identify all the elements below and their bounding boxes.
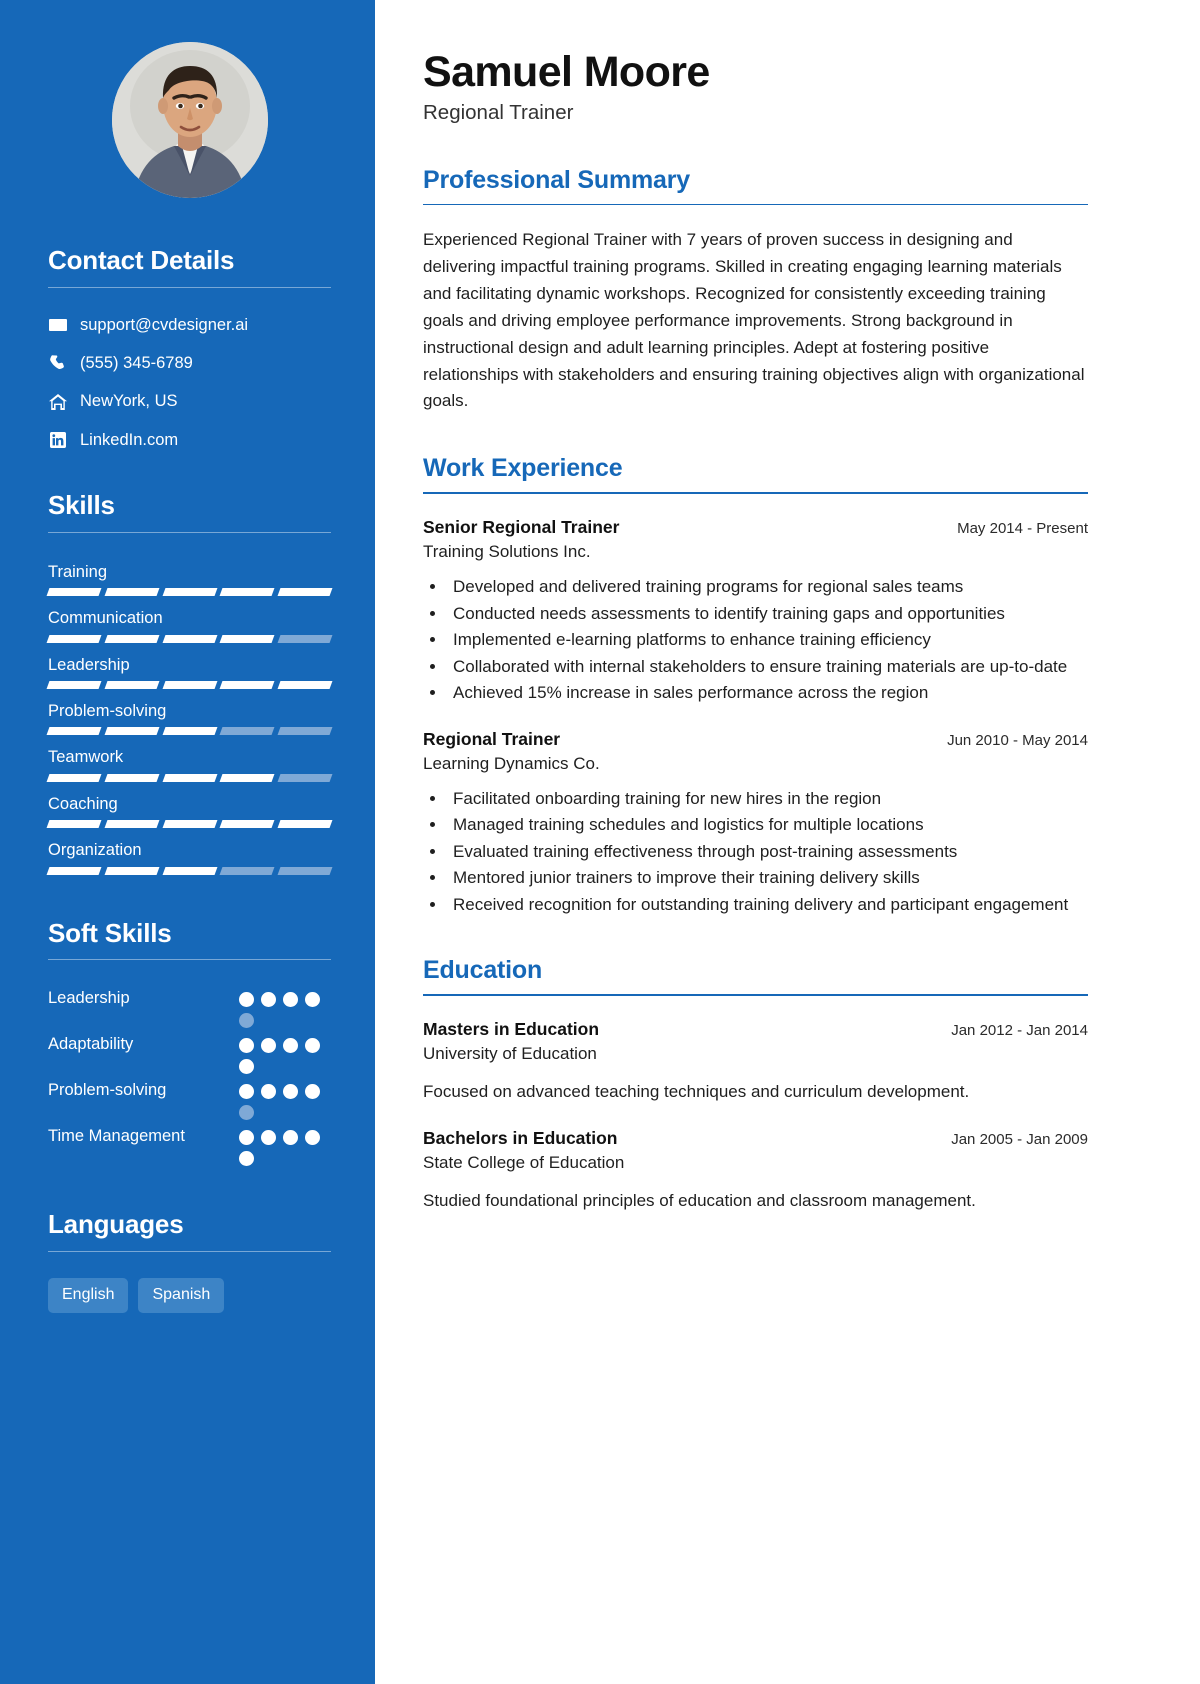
soft-skill-dot bbox=[305, 1038, 320, 1053]
skill-segment bbox=[162, 635, 217, 643]
skill-segment bbox=[104, 588, 159, 596]
contact-value-email: support@cvdesigner.ai bbox=[80, 315, 249, 334]
education-section bbox=[423, 955, 1088, 1213]
skill-segment bbox=[47, 867, 102, 875]
skill-segment bbox=[47, 820, 102, 828]
skill-segment bbox=[47, 635, 102, 643]
work-entry-bullet: • Achieved 15% increase in sales performance across the region bbox=[447, 680, 1088, 706]
skill-bar bbox=[48, 681, 331, 689]
education-entry bbox=[423, 1018, 1088, 1105]
avatar bbox=[112, 42, 268, 198]
professional-summary-divider bbox=[423, 204, 1088, 206]
skill-row bbox=[48, 791, 331, 828]
skill-segment bbox=[104, 635, 159, 643]
skill-segment bbox=[47, 681, 102, 689]
work-entry-bullet: • Facilitated onboarding training for new hires in the region bbox=[447, 786, 1088, 812]
soft-skill-label: Leadership bbox=[48, 989, 130, 1008]
skill-segment bbox=[220, 681, 275, 689]
contact-item-email[interactable] bbox=[48, 314, 331, 336]
soft-skill-row bbox=[48, 1078, 331, 1120]
contact-heading: Contact Details bbox=[48, 245, 235, 275]
skill-bar bbox=[48, 867, 331, 875]
soft-skill-dot bbox=[261, 1038, 276, 1053]
skill-segment bbox=[278, 820, 333, 828]
education-heading: Education bbox=[423, 956, 543, 985]
job-title: Regional Trainer bbox=[423, 101, 574, 125]
skills-section bbox=[48, 491, 331, 875]
soft-skill-dot bbox=[239, 1105, 254, 1120]
main-content bbox=[375, 0, 1200, 1684]
soft-skills-section bbox=[48, 919, 331, 1167]
work-entry-bullets bbox=[447, 786, 1088, 918]
skill-segment bbox=[220, 820, 275, 828]
skill-segment bbox=[220, 635, 275, 643]
soft-skill-dots bbox=[239, 1124, 331, 1166]
skill-label: Communication bbox=[48, 609, 163, 628]
skill-segment bbox=[278, 867, 333, 875]
education-entry-date: Jan 2012 - Jan 2014 bbox=[951, 1021, 1088, 1039]
soft-skill-dot bbox=[261, 1130, 276, 1145]
skill-segment bbox=[278, 774, 333, 782]
skill-segment bbox=[104, 681, 159, 689]
soft-skill-dot bbox=[305, 1130, 320, 1145]
skill-bar bbox=[48, 820, 331, 828]
skill-label: Leadership bbox=[48, 655, 130, 674]
languages-divider bbox=[48, 1251, 331, 1252]
soft-skill-dot bbox=[239, 992, 254, 1007]
work-entry-org: Learning Dynamics Co. bbox=[423, 754, 600, 774]
skill-segment bbox=[47, 774, 102, 782]
skill-label: Coaching bbox=[48, 794, 118, 813]
contact-value-linkedin: LinkedIn.com bbox=[80, 430, 179, 449]
work-entry-list bbox=[423, 516, 1088, 918]
education-entry-description: Focused on advanced teaching techniques and curriculum development. bbox=[423, 1082, 970, 1102]
skill-bar bbox=[48, 588, 331, 596]
skill-segment bbox=[278, 588, 333, 596]
soft-skills-heading: Soft Skills bbox=[48, 917, 172, 948]
skills-list bbox=[48, 559, 331, 875]
work-entry-bullet: • Collaborated with internal stakeholders to ensure training materials are up-to-date bbox=[447, 654, 1088, 680]
skill-segment bbox=[47, 588, 102, 596]
page-title: Samuel Moore bbox=[423, 48, 710, 96]
soft-skill-dot bbox=[239, 1084, 254, 1099]
soft-skill-dot bbox=[283, 1084, 298, 1099]
contact-section bbox=[48, 246, 331, 451]
soft-skill-dot bbox=[239, 1151, 254, 1166]
professional-summary-heading: Professional Summary bbox=[423, 165, 690, 194]
skills-heading: Skills bbox=[48, 489, 115, 520]
skill-row bbox=[48, 559, 331, 596]
skill-segment bbox=[104, 867, 159, 875]
linkedin-icon bbox=[48, 432, 67, 448]
skill-row bbox=[48, 744, 331, 781]
skill-segment bbox=[162, 588, 217, 596]
skill-row bbox=[48, 652, 331, 689]
language-pill-list bbox=[48, 1278, 331, 1312]
education-entry-degree: Masters in Education bbox=[423, 1018, 600, 1039]
work-experience-divider bbox=[423, 492, 1088, 494]
work-entry-date: Jun 2010 - May 2014 bbox=[947, 731, 1088, 749]
skill-bar bbox=[48, 635, 331, 643]
education-entry-header bbox=[423, 1018, 1088, 1042]
soft-skill-dot bbox=[283, 992, 298, 1007]
skill-label: Training bbox=[48, 562, 107, 581]
work-entry-org: Training Solutions Inc. bbox=[423, 542, 591, 562]
skill-label: Teamwork bbox=[48, 748, 124, 767]
professional-summary-text: Experienced Regional Trainer with 7 years of proven success in designing and delivering impactful training programs. Skilled in creating engaging learning materials and facilitating dynamic workshops. Recognized for consistently exceeding training goals and driving employee performance improvements. Strong background in instructional design and adult learning principles. Adept at fostering positive relationships with stakeholders and ensuring training objectives align with organizational goals. bbox=[423, 230, 1085, 411]
contact-item-location[interactable] bbox=[48, 390, 331, 412]
soft-skills-divider bbox=[48, 959, 331, 960]
soft-skill-row bbox=[48, 1124, 331, 1166]
skill-segment bbox=[162, 727, 217, 735]
skill-row bbox=[48, 837, 331, 874]
professional-summary-section bbox=[423, 165, 1088, 416]
soft-skill-dot bbox=[239, 1130, 254, 1145]
soft-skill-dot bbox=[261, 1084, 276, 1099]
soft-skill-label: Time Management bbox=[48, 1127, 185, 1146]
work-entry-role: Regional Trainer bbox=[423, 728, 561, 749]
work-entry bbox=[423, 516, 1088, 706]
work-entry-header bbox=[423, 516, 1088, 540]
languages-section bbox=[48, 1210, 331, 1312]
work-entry-bullet: • Evaluated training effectiveness through post-training assessments bbox=[447, 839, 1088, 865]
skills-divider bbox=[48, 532, 331, 533]
work-entry-bullet: • Managed training schedules and logistics for multiple locations bbox=[447, 812, 1088, 838]
education-entry bbox=[423, 1127, 1088, 1214]
skill-segment bbox=[278, 681, 333, 689]
work-entry-bullet: • Conducted needs assessments to identify training gaps and opportunities bbox=[447, 601, 1088, 627]
contact-item-phone[interactable] bbox=[48, 352, 331, 374]
skill-segment bbox=[162, 681, 217, 689]
sidebar bbox=[0, 0, 375, 1684]
work-entry-bullet: • Implemented e-learning platforms to enhance training efficiency bbox=[447, 627, 1088, 653]
soft-skill-row bbox=[48, 1032, 331, 1074]
skill-bar bbox=[48, 774, 331, 782]
skill-segment bbox=[104, 820, 159, 828]
work-entry-bullet: • Developed and delivered training programs for regional sales teams bbox=[447, 574, 1088, 600]
soft-skill-dots bbox=[239, 1032, 331, 1074]
skill-segment bbox=[162, 820, 217, 828]
work-experience-section bbox=[423, 453, 1088, 917]
language-pill: English bbox=[48, 1278, 128, 1312]
skill-bar bbox=[48, 727, 331, 735]
skill-segment bbox=[220, 727, 275, 735]
soft-skill-dot bbox=[283, 1038, 298, 1053]
soft-skill-dot bbox=[283, 1130, 298, 1145]
education-entry-date: Jan 2005 - Jan 2009 bbox=[951, 1130, 1088, 1148]
soft-skill-dot bbox=[239, 1059, 254, 1074]
contact-list bbox=[48, 314, 331, 451]
skill-label: Problem-solving bbox=[48, 702, 167, 721]
skill-segment bbox=[220, 867, 275, 875]
soft-skill-dots bbox=[239, 1078, 331, 1120]
envelope-icon bbox=[48, 318, 67, 332]
skill-segment bbox=[278, 635, 333, 643]
soft-skill-dot bbox=[261, 992, 276, 1007]
work-entry-bullets bbox=[447, 574, 1088, 706]
home-icon bbox=[48, 394, 67, 410]
work-entry-header bbox=[423, 728, 1088, 752]
phone-icon bbox=[48, 355, 67, 371]
soft-skill-dot bbox=[239, 1038, 254, 1053]
work-entry-bullet: • Received recognition for outstanding training delivery and participant engagement bbox=[447, 892, 1088, 918]
skill-segment bbox=[104, 727, 159, 735]
work-experience-heading: Work Experience bbox=[423, 454, 623, 483]
skill-segment bbox=[162, 774, 217, 782]
language-pill: Spanish bbox=[138, 1278, 224, 1312]
skill-row bbox=[48, 698, 331, 735]
education-divider bbox=[423, 994, 1088, 996]
contact-value-phone: (555) 345-6789 bbox=[80, 354, 193, 373]
education-entry-degree: Bachelors in Education bbox=[423, 1127, 618, 1148]
contact-value-location: NewYork, US bbox=[80, 392, 178, 411]
skill-label: Organization bbox=[48, 841, 142, 860]
education-entry-header bbox=[423, 1127, 1088, 1151]
soft-skill-row bbox=[48, 986, 331, 1028]
avatar-wrapper bbox=[48, 42, 331, 198]
soft-skill-label: Problem-solving bbox=[48, 1081, 167, 1100]
skill-row bbox=[48, 605, 331, 642]
skill-segment bbox=[220, 774, 275, 782]
contact-item-linkedin[interactable] bbox=[48, 429, 331, 451]
skill-segment bbox=[162, 867, 217, 875]
soft-skill-label: Adaptability bbox=[48, 1035, 134, 1054]
soft-skill-dot bbox=[305, 992, 320, 1007]
soft-skills-list bbox=[48, 986, 331, 1166]
skill-segment bbox=[104, 774, 159, 782]
education-entry-school: University of Education bbox=[423, 1044, 597, 1064]
contact-divider bbox=[48, 287, 331, 288]
education-entry-description: Studied foundational principles of education and classroom management. bbox=[423, 1190, 976, 1210]
skill-segment bbox=[278, 727, 333, 735]
skill-segment bbox=[220, 588, 275, 596]
education-entry-school: State College of Education bbox=[423, 1153, 625, 1173]
education-entry-list bbox=[423, 1018, 1088, 1214]
skill-segment bbox=[47, 727, 102, 735]
languages-heading: Languages bbox=[48, 1209, 184, 1240]
soft-skill-dots bbox=[239, 986, 331, 1028]
work-entry-bullet: • Mentored junior trainers to improve their training delivery skills bbox=[447, 865, 1088, 891]
work-entry-role: Senior Regional Trainer bbox=[423, 516, 620, 537]
soft-skill-dot bbox=[239, 1013, 254, 1028]
work-entry bbox=[423, 728, 1088, 918]
soft-skill-dot bbox=[305, 1084, 320, 1099]
work-entry-date: May 2014 - Present bbox=[957, 519, 1088, 537]
